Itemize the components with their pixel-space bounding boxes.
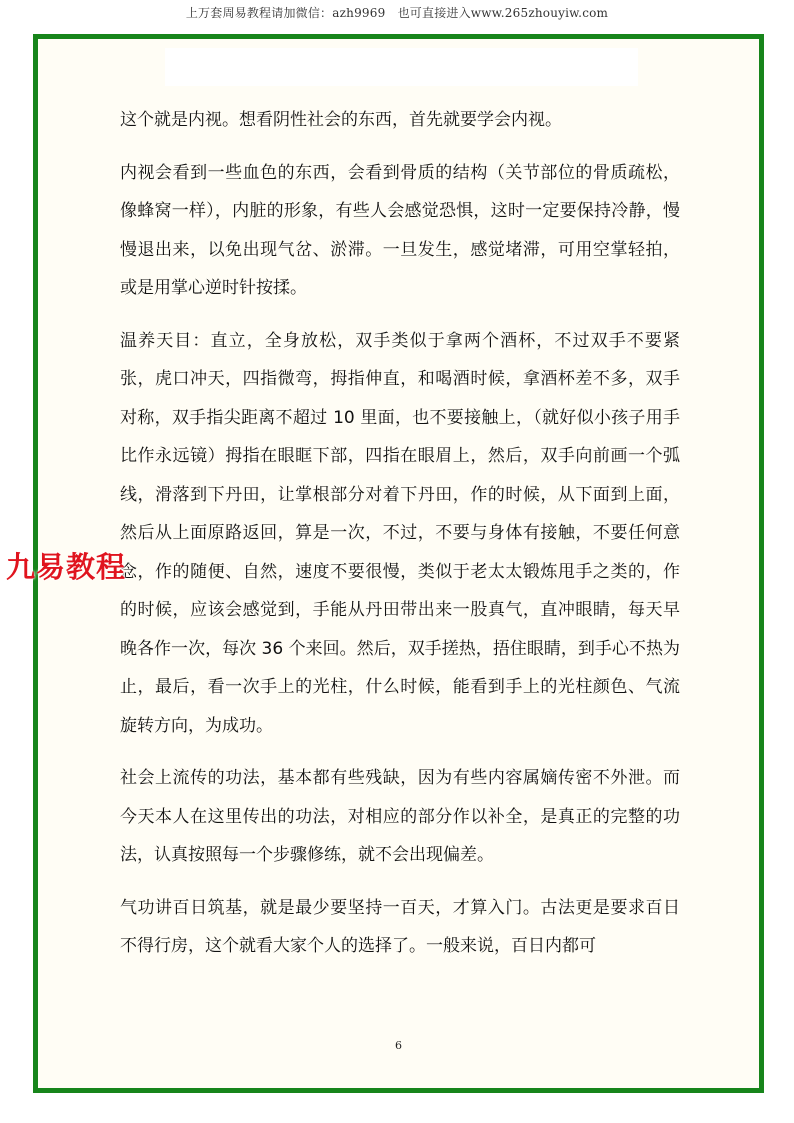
paragraph-method-completeness: 社会上流传的功法，基本都有些残缺，因为有些内容属嫡传密不外泄。而今天本人在这里传出的功法，对相应的部分作以补全，是真正的完整的功法，认真按照每一个步骤修练，就不会出现偏差。 — [120, 768, 680, 865]
paragraph-hundred-days: 气功讲百日筑基，就是最少要坚持一百天，才算入门。古法更是要求百日不得行房，这个就看大家个人的选择了。一般来说，百日内都可 — [120, 897, 680, 956]
site-banner: 上万套周易教程请加微信：azh9969 也可直接进入www.265zhouyiw.com — [185, 6, 609, 20]
paragraph-inner-vision-effects: 内视会看到一些血色的东西，会看到骨质的结构（关节部位的骨质疏松，像蜂窝一样），内脏的形象，有些人会感觉恐惧，这时一定要保持冷静，慢慢退出来，以免出现气岔、淤滞。一旦发生，感觉堵滞，可用空掌轻拍，或是用掌心逆时针按揉。 — [120, 162, 680, 298]
paragraph-nourishing-eye: 温养天目：直立，全身放松，双手类似于拿两个酒杯，不过双手不要紧张，虎口冲天，四指微弯，拇指伸直，和喝酒时候，拿酒杯差不多，双手对称，双手指尖距离不超过 10 里面，也不要接触上，（就好似小孩子用手比作永远镜）拇指在眼眶下部，四指在眼眉上，然后，双手向前画一个弧线，滑落到下丹田，让掌根部分对着下丹田，作的时候，从下面到上面，然后从上面原路返回，算是一次，不过，不要与身体有接触，不要任何意念，作的随便、自然，速度不要很慢，类似于老太太锻炼甩手之类的，作的时候，应该会感觉到，手能从丹田带出来一股真气，直冲眼睛，每天早晚各作一次，每次 36 个来回。然后，双手搓热，捂住眼睛，到手心不热为止，最后，看一次手上的光柱，什么时候，能看到手上的光柱颜色、气流旋转方向，为成功。 — [120, 330, 680, 736]
blank-header-strip — [165, 48, 638, 86]
paragraph-inner-vision: 这个就是内视。想看阴性社会的东西，首先就要学会内视。 — [120, 110, 562, 130]
watermark-logo: 九易教程 — [6, 550, 127, 584]
page-frame — [33, 34, 764, 1093]
document-body — [120, 101, 680, 980]
page-number: 6 — [395, 1039, 402, 1052]
